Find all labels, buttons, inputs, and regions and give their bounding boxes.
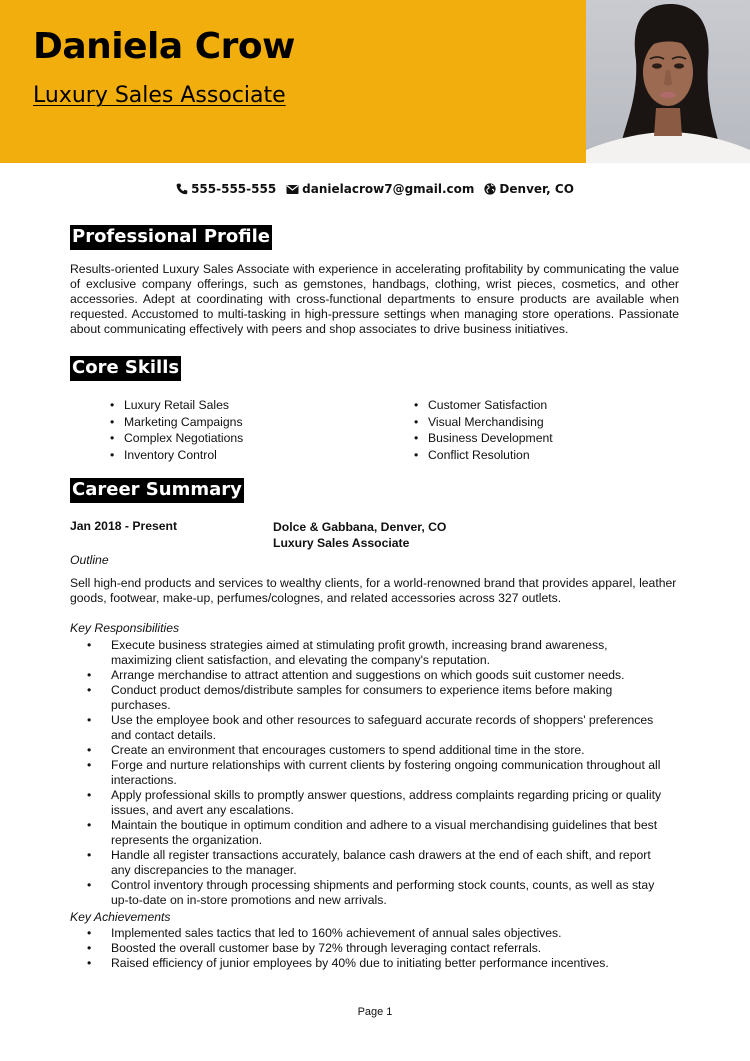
skill-item: • Visual Merchandising — [414, 414, 553, 431]
achievements-label: Key Achievements — [70, 910, 171, 924]
responsibilities-label: Key Responsibilities — [70, 621, 180, 635]
list-item: • Control inventory through processing shipments and performing stock counts, counts, as well as stay up-to-date on in-store promotions and new arrivals. — [70, 878, 670, 908]
list-item: • Use the employee book and other resources to safeguard accurate records of shoppers' preferences and contact details. — [70, 713, 670, 743]
envelope-icon — [286, 184, 299, 195]
contact-bar — [0, 182, 750, 196]
list-item: • Arrange merchandise to attract attention and suggestions on which goods suit customer needs. — [70, 668, 670, 683]
skill-item: • Customer Satisfaction — [414, 397, 553, 414]
responsibilities-list — [70, 638, 670, 908]
job-title: Luxury Sales Associate — [33, 83, 286, 108]
list-item: • Handle all register transactions accurately, balance cash drawers at the end of each shift, and report any discrepancies to the manager. — [70, 848, 670, 878]
list-item: • Raised efficiency of junior employees by 40% due to initiating better performance incentives. — [70, 956, 670, 971]
header-banner — [0, 0, 586, 163]
section-heading-profile: Professional Profile — [70, 225, 272, 250]
list-item: • Conduct product demos/distribute samples for consumers to experience items before making purchases. — [70, 683, 670, 713]
phone-icon — [176, 183, 188, 195]
skill-item: • Conflict Resolution — [414, 447, 553, 464]
skill-item: • Business Development — [414, 430, 553, 447]
contact-location — [484, 182, 574, 196]
contact-email[interactable] — [286, 182, 474, 196]
skills-list-left — [110, 397, 243, 463]
contact-phone — [176, 182, 276, 196]
outline-label: Outline — [70, 553, 109, 567]
skill-item: • Complex Negotiations — [110, 430, 243, 447]
achievements-list — [70, 926, 670, 971]
candidate-name: Daniela Crow — [33, 26, 295, 67]
phone-text: 555-555-555 — [191, 182, 277, 196]
skill-item: • Luxury Retail Sales — [110, 397, 243, 414]
list-item: • Apply professional skills to promptly answer questions, address complaints regarding pricing or quality issues, and avert any escalations. — [70, 788, 670, 818]
list-item: • Execute business strategies aimed at stimulating profit growth, increasing brand awareness, maximizing client satisfaction, and elevating the company's reputation. — [70, 638, 670, 668]
globe-icon — [484, 183, 496, 195]
section-heading-skills: Core Skills — [70, 356, 181, 381]
skills-list-right — [414, 397, 553, 463]
skill-item: • Inventory Control — [110, 447, 243, 464]
role-title: Luxury Sales Associate — [273, 536, 410, 550]
location-text: Denver, CO — [499, 182, 574, 196]
email-text: danielacrow7@gmail.com — [302, 182, 475, 196]
list-item: • Boosted the overall customer base by 72% through leveraging contact referrals. — [70, 941, 670, 956]
job-employer — [273, 519, 446, 551]
list-item: • Forge and nurture relationships with current clients by fostering ongoing communication throughout all interactions. — [70, 758, 670, 788]
page-number: Page 1 — [357, 1006, 393, 1018]
profile-photo — [586, 0, 750, 163]
section-heading-career: Career Summary — [70, 478, 244, 503]
job-dates: Jan 2018 - Present — [70, 519, 178, 533]
list-item: • Implemented sales tactics that led to 160% achievement of annual sales objectives. — [70, 926, 670, 941]
company-name: Dolce & Gabbana, Denver, CO — [273, 520, 447, 534]
profile-summary: Results-oriented Luxury Sales Associate with experience in accelerating profitability by communicating the value of exclusive company offerings, such as gemstones, handbags, clothing, wrist pieces, cosmetics, and other accessories. Adept at coordinating with cross-functional departments to ensure products are available when requested. Accustomed to multi-tasking in high-pressure settings when managing store operations. Passionate about communicating effectively with peers and shop associates to drive business initiatives. — [70, 262, 679, 336]
job-outline: Sell high-end products and services to wealthy clients, for a world-renowned brand that provides apparel, leather goods, footwear, make-up, perfumes/colognes, and related accessories across 327 outlets. — [70, 576, 677, 605]
skill-item: • Marketing Campaigns — [110, 414, 243, 431]
list-item: • Maintain the boutique in optimum condition and adhere to a visual merchandising guidelines that best represents the organization. — [70, 818, 670, 848]
list-item: • Create an environment that encourages customers to spend additional time in the store. — [70, 743, 670, 758]
